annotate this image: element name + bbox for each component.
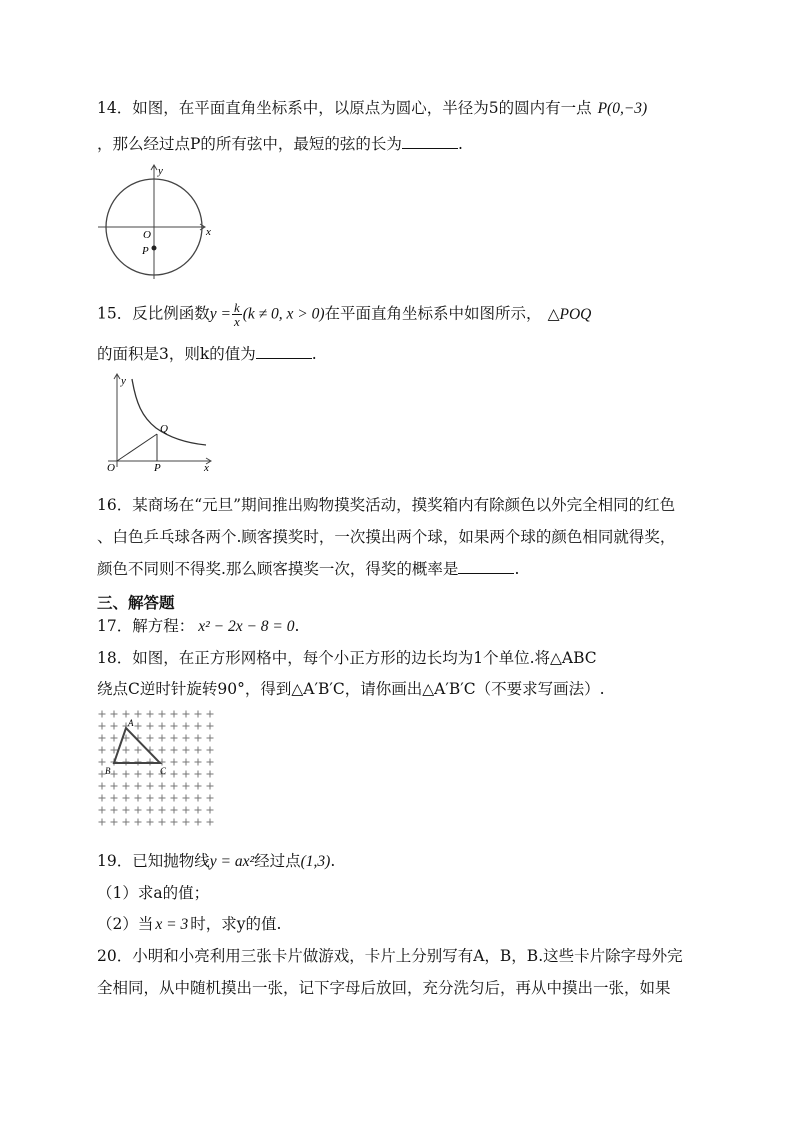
q15-text-2: 在平面直角坐标系中如图所示， xyxy=(324,304,542,323)
point-p xyxy=(152,246,157,251)
origin-label: O xyxy=(143,229,151,241)
q16-text-1: 16．某商场在“元旦”期间推出购物摸奖活动，摸奖箱内有除颜色以外完全相同的红色 xyxy=(97,496,676,514)
q19-part1-text: （1）求a的值； xyxy=(97,884,210,902)
q15-period: . xyxy=(311,345,317,363)
q15-text-3: 的面积是3，则k的值为 xyxy=(97,345,256,363)
q16-line2 xyxy=(97,526,675,548)
q15-triangle: △POQ xyxy=(547,305,592,323)
q14-circle-figure xyxy=(96,163,220,281)
q14-line1 xyxy=(97,97,647,120)
q16-period: . xyxy=(514,560,520,578)
q19-part2-text-2: 时，求y的值. xyxy=(190,915,282,933)
q15-line2 xyxy=(97,343,317,365)
answer-blank xyxy=(402,134,458,149)
q15-hyperbola-figure xyxy=(104,373,216,475)
q17-equation: x² − 2x − 8 = 0 xyxy=(198,618,295,635)
q20-line2 xyxy=(97,977,671,999)
q19-text-2: 经过点 xyxy=(254,852,301,870)
q17-line xyxy=(97,615,299,638)
q19-part2-cond: x = 3 xyxy=(155,916,189,933)
q19-period: . xyxy=(330,852,336,870)
q20-line1 xyxy=(97,945,683,967)
q16-line1 xyxy=(97,494,675,516)
p-label: P xyxy=(142,245,149,257)
q19-parabola: y = ax² xyxy=(209,853,255,870)
q15-text: 15．反比例函数 xyxy=(97,304,210,323)
q19-part2 xyxy=(97,913,281,936)
q14-point: P(0,−3) xyxy=(597,100,648,117)
x-label: x xyxy=(204,462,209,474)
origin-label: O xyxy=(107,462,115,474)
q18-text-1: 18．如图，在正方形网格中，每个小正方形的边长均为1个单位.将△ABC xyxy=(97,649,597,667)
segment-oq xyxy=(117,434,157,461)
q20-text-2: 全相同，从中随机摸出一张，记下字母后放回，充分洗匀后，再从中摸出一张，如果 xyxy=(97,979,671,997)
q15-frac-num: k xyxy=(233,300,240,315)
q19-part1 xyxy=(97,882,209,904)
x-label: x xyxy=(206,226,211,238)
q-label: Q xyxy=(160,423,168,435)
section-heading xyxy=(97,592,175,614)
q17-period: . xyxy=(294,617,300,635)
q16-text-3: 颜色不同则不得奖.那么顾客摸奖一次，得奖的概率是 xyxy=(97,560,459,578)
hyperbola-curve xyxy=(132,379,206,445)
q15-func-lhs: y = xyxy=(209,305,231,323)
q18-grid-figure xyxy=(96,708,222,832)
q14-line2 xyxy=(97,133,463,155)
q19-point: (1,3) xyxy=(300,853,331,870)
q20-text-1: 20．小明和小亮利用三张卡片做游戏，卡片上分别写有A，B，B.这些卡片除字母外完 xyxy=(97,947,683,965)
y-label: y xyxy=(158,165,163,177)
q18-line2 xyxy=(97,678,605,700)
q15-line1 xyxy=(97,301,591,328)
p-label: P xyxy=(154,462,161,474)
triangle-abc xyxy=(114,728,160,763)
q18-text-2: 绕点C逆时针旋转90°，得到△A′B′C，请你画出△A′B′C（不要求写画法）. xyxy=(97,680,605,698)
q19-text: 19．已知抛物线 xyxy=(97,852,210,870)
q15-frac-den: x xyxy=(233,314,240,329)
a-label: A xyxy=(128,718,134,728)
q14-period: . xyxy=(457,135,463,153)
c-label: C xyxy=(160,766,167,776)
q15-fraction xyxy=(232,301,242,328)
answer-blank xyxy=(458,559,514,574)
q16-line3 xyxy=(97,558,519,580)
q14-text-2: ，那么经过点P的所有弦中，最短的弦的长为 xyxy=(97,135,402,153)
answer-blank xyxy=(256,344,312,359)
q16-text-2: 、白色乒乓球各两个.顾客摸奖时，一次摸出两个球，如果两个球的颜色相同就得奖， xyxy=(97,528,676,546)
q19-line1 xyxy=(97,850,335,873)
grid xyxy=(99,711,214,826)
q19-part2-text: （2）当 xyxy=(97,915,154,933)
y-label: y xyxy=(121,375,126,387)
b-label: B xyxy=(105,766,111,776)
q15-func-cond: (k ≠ 0, x > 0) xyxy=(242,305,325,323)
q14-text: 14．如图，在平面直角坐标系中，以原点为圆心，半径为5的圆内有一点 xyxy=(97,99,592,117)
q18-line1 xyxy=(97,647,597,669)
section-title: 三、解答题 xyxy=(97,593,175,612)
q17-text: 17．解方程： xyxy=(97,617,195,635)
